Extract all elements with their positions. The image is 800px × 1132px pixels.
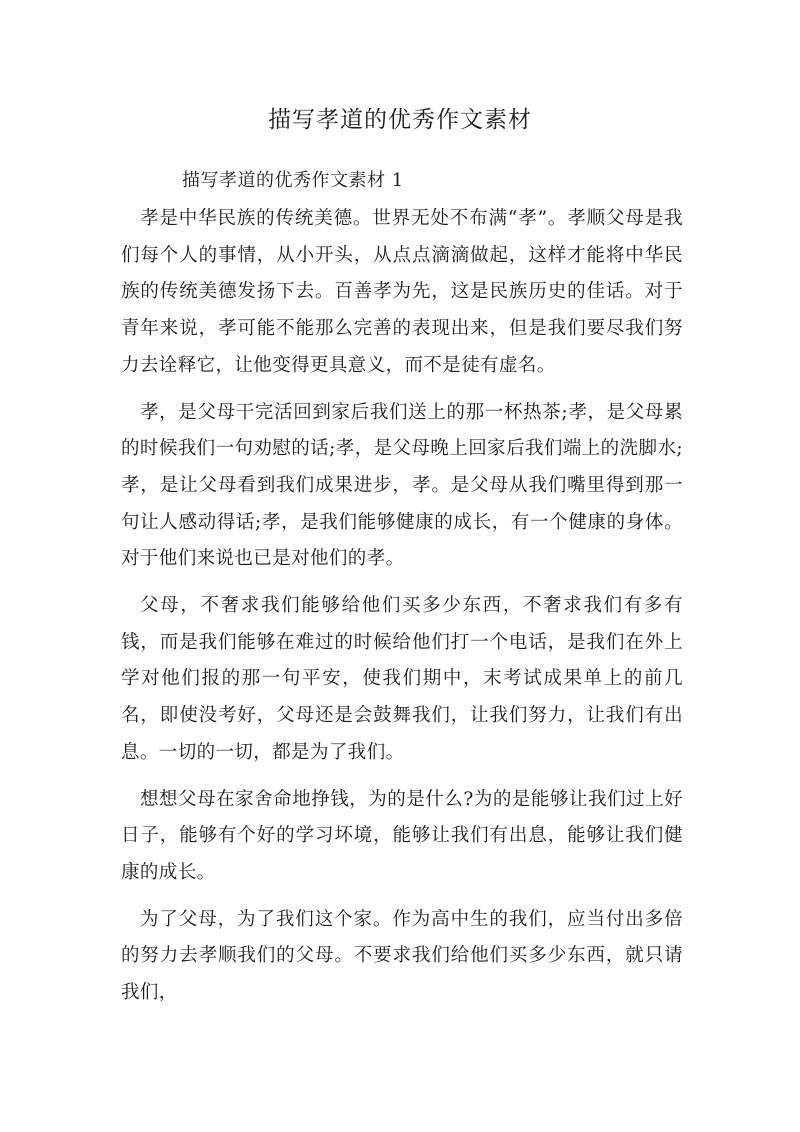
paragraph-1: 孝是中华民族的传统美德。世界无处不布满“孝”。孝顺父母是我们每个人的事情，从小开头，从点点滴滴做起，这样才能将中华民族的传统美德发扬下去。百善孝为先，这是民族历史的佳话。对于青年来说，孝可能不能那么完善的表现出来，但是我们要尽我们努力去诠释它，让他变得更具意义，而不是徒有虚名。 — [121, 208, 683, 376]
paragraph-3: 父母，不奢求我们能够给他们买多少东西，不奢求我们有多有钱，而是我们能够在难过的时候给他们打一个电话，是我们在外上学对他们报的那一句平安，使我们期中，末考试成果单上的前几名，即使没考好，父母还是会鼓舞我们，让我们努力，让我们有出息。一切的一切，都是为了我们。 — [121, 595, 683, 763]
section-heading: 描写孝道的优秀作文素材 1 — [182, 170, 404, 191]
document-title: 描写孝道的优秀作文素材 — [268, 107, 532, 133]
paragraph-2: 孝，是父母干完活回到家后我们送上的那一杯热茶;孝，是父母累的时候我们一句劝慰的话;孝，是父母晚上回家后我们端上的洗脚水;孝，是让父母看到我们成果进步，孝。是父母从我们嘴里得到那一句让人感动得话;孝，是我们能够健康的成长，有一个健康的身体。对于他们来说也已是对他们的孝。 — [121, 401, 683, 570]
paragraph-4: 想想父母在家舍命地挣钱，为的是什么?为的是能够让我们过上好日子，能够有个好的学习坏境，能够让我们有出息，能够让我们健康的成长。 — [121, 788, 683, 883]
paragraph-5: 为了父母，为了我们这个家。作为高中生的我们，应当付出多倍的努力去孝顺我们的父母。不要求我们给他们买多少东西，就只请我们， — [121, 908, 683, 1004]
document-body — [121, 201, 683, 1022]
